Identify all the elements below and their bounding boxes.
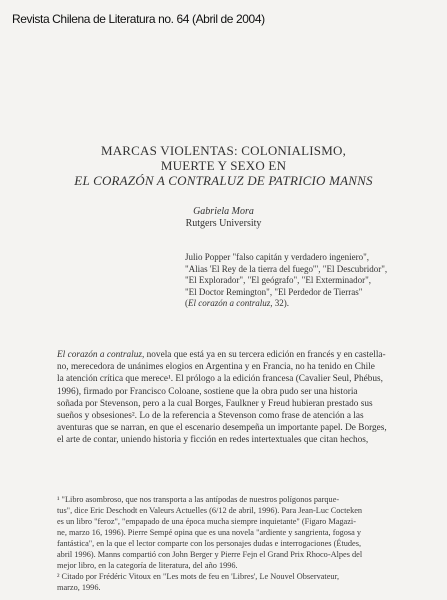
footnote-2-line-1: ² Citado por Frédéric Vitoux en "Les mots de feu en 'Libres', Le Nouvel Observateur, xyxy=(57,572,340,581)
footnote-1-line-7: mejor libro, en la categoría de literatura, del año 1996. xyxy=(57,561,238,570)
footnotes xyxy=(57,494,401,593)
title-line-3: EL CORAZÓN A CONTRALUZ DE PATRICIO MANNS xyxy=(74,173,373,188)
epigraph-line-3: "El Explorador", "El geógrafo", "El Exterminador", xyxy=(185,275,371,285)
title-line-2: MUERTE Y SEXO EN xyxy=(160,158,287,173)
footnote-1-line-1: ¹ "Libro asombroso, que nos transporta a las antípodas de nuestros polígonos parque- xyxy=(57,495,340,504)
epigraph-source-title: El corazón a contraluz xyxy=(188,298,271,308)
body-line-8: el arte de contar, uniendo historia y ficción en redes intertextuales que citan hechos, xyxy=(57,435,369,446)
journal-stamp: Revista Chilena de Literatura no. 64 (Abril de 2004) xyxy=(12,12,265,26)
footnote-1 xyxy=(57,494,401,571)
body-line-6: sueños y obsesiones². Lo de la referencia a Stevenson como frase de atención a las xyxy=(57,411,364,422)
footnote-1-line-5: fantástica", en la que el lector comparte con los personajes dudas e interrogaciones (Études, xyxy=(57,539,362,548)
epigraph-source-page: , 32). xyxy=(270,298,289,308)
body-line-4: 1996), firmado por Francisco Coloane, sostiene que la obra pudo ser una historia xyxy=(57,386,358,397)
body-line-5: soñada por Stevenson, pero a la cual Borges, Faulkner y Freud hubieran prestado sus xyxy=(57,398,373,409)
author-affiliation: Rutgers University xyxy=(185,218,262,229)
body-line-2: no, merecedora de unánimes elogios en Argentina y en Francia, no ha tenido en Chile xyxy=(57,362,375,373)
epigraph-line-2: "Alias 'El Rey de la tierra del fuego'", "El Descubridor", xyxy=(185,263,388,274)
body-line-1-text: , novela que está ya en su tercera edición en francés y en castella- xyxy=(141,350,386,360)
epigraph xyxy=(185,252,387,310)
epigraph-line-1: Julio Popper "falso capitán y verdadero ingeniero", xyxy=(185,252,370,262)
author-name: Gabriela Mora xyxy=(193,206,254,217)
body-paragraph xyxy=(57,349,401,447)
footnote-1-line-6: abril 1996). Manns compartió con John Berger y Pierre Fejn el Grand Prix Rhoco-Alpes del xyxy=(57,550,363,559)
body-line-7: aventuras que se narran, en que el escenario desempeña un importante papel. De Borges, xyxy=(57,423,387,434)
body-lead-title: El corazón a contraluz xyxy=(57,350,142,360)
footnote-2-line-2: marzo, 1996. xyxy=(57,583,101,592)
article-title xyxy=(0,143,447,188)
author-block xyxy=(0,206,447,230)
epigraph-source: (El corazón a contraluz, 32). xyxy=(185,298,289,308)
body-line-1 xyxy=(57,349,401,361)
footnote-1-line-2: tus", dice Eric Deschodt en Valeurs Actuelles (6/12 de abril, 1996). Para Jean-Luc Cocteken xyxy=(57,506,363,515)
footnote-1-line-3: es un libro "feroz", "empapado de una época mucha siempre inquietante" (Figaro Magazi- xyxy=(57,517,356,526)
footnote-2 xyxy=(57,571,401,593)
body-line-3: la atención crítica que merece¹. El prólogo a la edición francesa (Cavalier Seul, Phébus, xyxy=(57,374,383,385)
epigraph-line-4: "El Doctor Remington", "El Perdedor de Tierras" xyxy=(185,286,363,297)
footnote-1-line-4: ne, marzo 16, 1996). Pierre Sempé opina que es una novela "ardiente y sangrienta, fogosa y xyxy=(57,528,362,537)
title-line-1: MARCAS VIOLENTAS: COLONIALISMO, xyxy=(100,143,347,158)
